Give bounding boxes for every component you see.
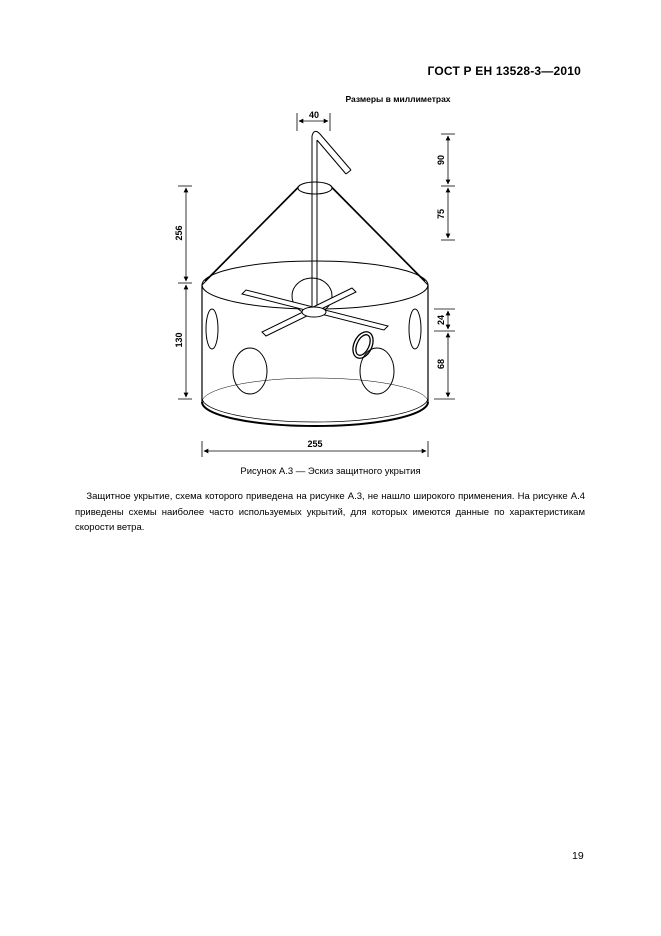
mast-with-hook <box>312 131 351 312</box>
cylinder-top-rim <box>202 261 428 309</box>
hole-right-front <box>360 348 394 394</box>
dim-label-256: 256 <box>174 225 184 241</box>
cone-top-ring <box>298 182 332 194</box>
paragraph-text: Защитное укрытие, схема которого приведена на рисунке А.3, не нашло широкого применения. На рисунке А.4 приведены схемы наиболее часто используемых укрытий, для которых имеются данные по характеристикам скорости ветра. <box>75 491 585 533</box>
dim-label-75: 75 <box>436 208 446 220</box>
body-paragraph <box>75 489 585 536</box>
hole-left-side <box>206 309 218 349</box>
shelter-body <box>202 261 428 426</box>
side-holes <box>206 278 421 394</box>
dim-label-130: 130 <box>174 332 184 348</box>
cylinder-bottom-rim <box>202 402 428 426</box>
hole-right-side <box>409 309 421 349</box>
dim-label-40: 40 <box>308 110 320 120</box>
page-number: 19 <box>572 850 584 862</box>
shelter-cone <box>202 182 428 285</box>
hanging-ring <box>349 329 377 362</box>
figure-caption: Рисунок А.3 — Эскиз защитного укрытия <box>240 466 421 477</box>
dim-label-255: 255 <box>307 439 323 449</box>
dim-label-68: 68 <box>436 358 446 370</box>
dim-label-24: 24 <box>436 314 446 326</box>
dim-label-90: 90 <box>436 154 446 166</box>
cross-bars <box>242 288 388 336</box>
hole-left-front <box>233 348 267 394</box>
units-note: Размеры в миллиметрах <box>345 94 451 104</box>
document-header: ГОСТ Р ЕН 13528-3—2010 <box>427 64 581 78</box>
